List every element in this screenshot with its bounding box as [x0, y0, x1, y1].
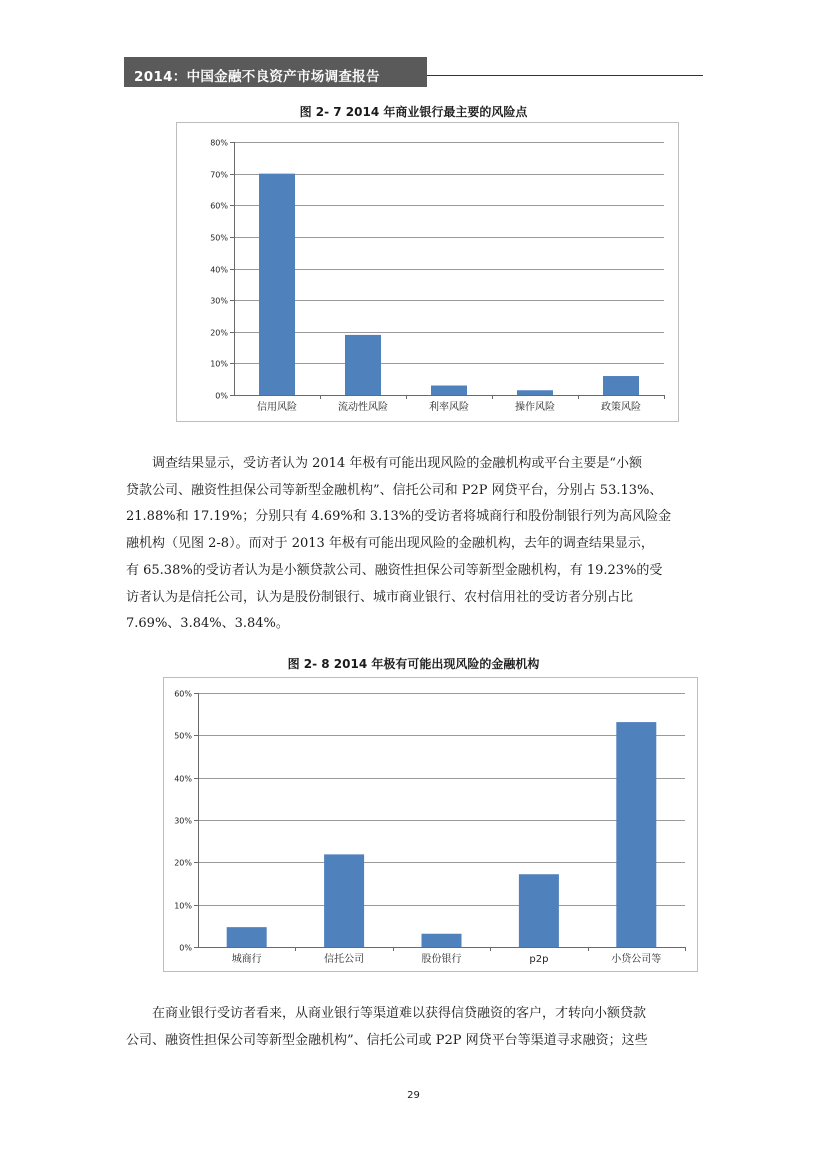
paragraph2-line: 公司、融资性担保公司等新型金融机构”、信托公司或 P2P 网贷平台等渠道寻求融资；这些: [126, 1032, 648, 1048]
risk-points-chart-svg: [176, 122, 679, 422]
header-rule: [427, 75, 703, 76]
c1-ytick-label: 10%: [210, 359, 228, 369]
c2-ytick-label: 20%: [174, 858, 192, 868]
c2-ytick-label: 50%: [174, 731, 192, 741]
paragraph1-line: 调查结果显示，受访者认为 2014 年极有可能出现风险的金融机构或平台主要是“小额: [152, 456, 642, 471]
c1-bar: [259, 174, 295, 395]
paragraph-1: [126, 451, 702, 638]
c1-xtick-label: 信用风险: [257, 402, 297, 413]
report-header-title: 2014：中国金融不良资产市场调查报告: [124, 57, 427, 87]
c2-ytick-label: 30%: [174, 816, 192, 826]
paragraph1-line: 贷款公司、融资性担保公司等新型金融机构”、信托公司和 P2P 网贷平台，分别占 53.13%、: [126, 482, 663, 498]
c2-ytick-label: 0%: [179, 943, 192, 953]
c2-xtick-label: 城商行: [231, 954, 262, 965]
paragraph1-line: 访者认为是信托公司，认为是股份制银行、城市商业银行、农村信用社的受访者分别占比: [126, 589, 634, 605]
c1-xtick-label: 利率风险: [429, 402, 469, 413]
c2-ytick-label: 40%: [174, 774, 192, 784]
c1-bar: [345, 335, 381, 395]
risky-institutions-chart-svg: [163, 677, 698, 972]
page-number: 29: [407, 1090, 420, 1101]
c1-ytick-label: 40%: [210, 265, 228, 275]
c1-ytick-label: 20%: [210, 328, 228, 338]
paragraph1-line: 21.88%和 17.19%；分别只有 4.69%和 3.13%的受访者将城商行和股份制银行列为高风险金: [126, 509, 672, 525]
c1-ytick-label: 60%: [210, 201, 228, 211]
c2-xtick-label: 小贷公司等: [611, 954, 662, 965]
risky-institutions-chart: [163, 677, 698, 972]
c2-bar: [422, 934, 462, 947]
c1-bar: [517, 390, 553, 395]
c2-ytick-label: 60%: [174, 689, 192, 699]
c1-ytick-label: 50%: [210, 233, 228, 243]
c1-bar: [431, 386, 467, 395]
c2-bar: [324, 854, 364, 947]
risk-points-chart: [176, 122, 679, 422]
figure-2-7-caption: 图 2- 7 2014 年商业银行最主要的风险点: [299, 105, 528, 119]
c1-xtick-label: 政策风险: [601, 402, 641, 413]
paragraph-2: [126, 1001, 702, 1054]
c1-xtick-label: 操作风险: [515, 402, 555, 413]
c1-ytick-label: 0%: [215, 391, 228, 401]
c1-ytick-label: 80%: [210, 138, 228, 148]
paragraph1-line: 7.69%、3.84%、3.84%。: [126, 616, 289, 632]
c2-bar: [616, 722, 656, 947]
c1-xtick-label: 流动性风险: [338, 402, 388, 413]
paragraph1-line: 有 65.38%的受访者认为是小额贷款公司、融资性担保公司等新型金融机构，有 19.23%的受: [126, 562, 663, 578]
paragraph1-line: 融机构（见图 2-8）。而对于 2013 年极有可能出现风险的金融机构，去年的调查结果显示，: [126, 536, 654, 552]
paragraph2-line: 在商业银行受访者看来，从商业银行等渠道难以获得信贷融资的客户，才转向小额贷款: [152, 1006, 647, 1021]
c2-bar: [227, 927, 267, 947]
c1-ytick-label: 30%: [210, 296, 228, 306]
c1-bar: [603, 376, 639, 395]
paragraph-2-text: [126, 1001, 702, 1054]
c2-xtick-label: 股份银行: [421, 954, 462, 965]
c2-xtick-label: 信托公司: [324, 954, 365, 965]
paragraph-1-text: [126, 451, 702, 638]
c2-xtick-label: p2p: [529, 954, 549, 965]
c2-bar: [519, 874, 559, 947]
c2-ytick-label: 10%: [174, 901, 192, 911]
figure-2-8-caption: 图 2- 8 2014 年极有可能出现风险的金融机构: [287, 657, 540, 671]
c1-ytick-label: 70%: [210, 170, 228, 180]
